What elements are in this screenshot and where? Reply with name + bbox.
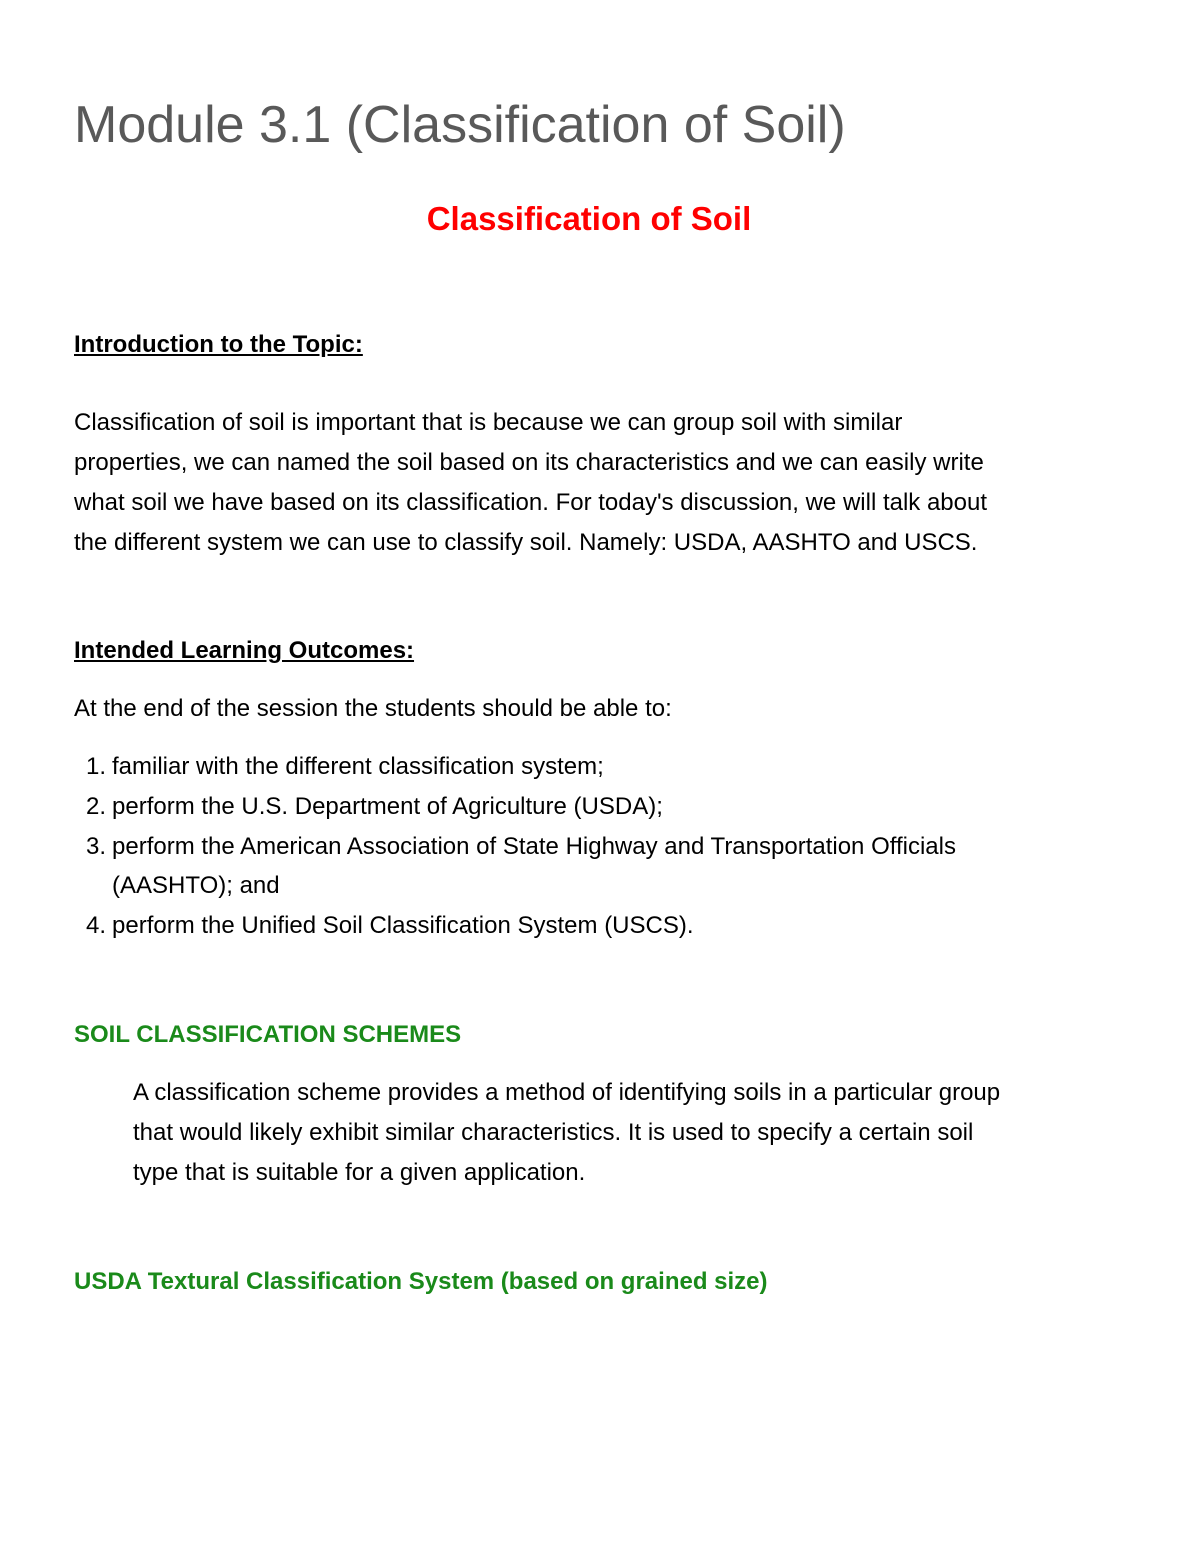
list-item-number: 2. xyxy=(85,793,106,820)
introduction-line: the different system we can use to classify soil. Namely: USDA, AASHTO and USCS. xyxy=(74,529,978,556)
schemes-heading: SOIL CLASSIFICATION SCHEMES xyxy=(74,1021,462,1048)
schemes-line: that would likely exhibit similar characteristics. It is used to specify a certain soil xyxy=(133,1119,974,1146)
list-item-number: 3. xyxy=(85,833,106,860)
outcomes-lead: At the end of the session the students should be able to: xyxy=(74,695,672,722)
page-subtitle: Classification of Soil xyxy=(426,200,752,237)
schemes-line: type that is suitable for a given application. xyxy=(133,1159,586,1186)
list-item-text: perform the Unified Soil Classification System (USCS). xyxy=(112,912,694,939)
schemes-line: A classification scheme provides a method of identifying soils in a particular group xyxy=(133,1079,1001,1106)
introduction-line: properties, we can named the soil based on its characteristics and we can easily write xyxy=(74,449,984,476)
list-item-number: 1. xyxy=(85,753,106,780)
module-title: Module 3.1 (Classification of Soil) xyxy=(74,96,846,154)
usda-heading: USDA Textural Classification System (based on grained size) xyxy=(74,1268,768,1295)
list-item-text: familiar with the different classification system; xyxy=(112,753,604,780)
list-item-text: perform the American Association of State Highway and Transportation Officials xyxy=(112,833,956,860)
list-item-number: 4. xyxy=(85,912,106,939)
outcomes-heading: Intended Learning Outcomes: xyxy=(74,637,415,664)
introduction-line: what soil we have based on its classification. For today's discussion, we will talk about xyxy=(74,489,988,516)
list-item-text: perform the U.S. Department of Agriculture (USDA); xyxy=(112,793,663,820)
list-item-text: (AASHTO); and xyxy=(112,872,280,899)
introduction-line: Classification of soil is important that is because we can group soil with similar xyxy=(74,409,903,436)
introduction-heading: Introduction to the Topic: xyxy=(74,331,363,358)
